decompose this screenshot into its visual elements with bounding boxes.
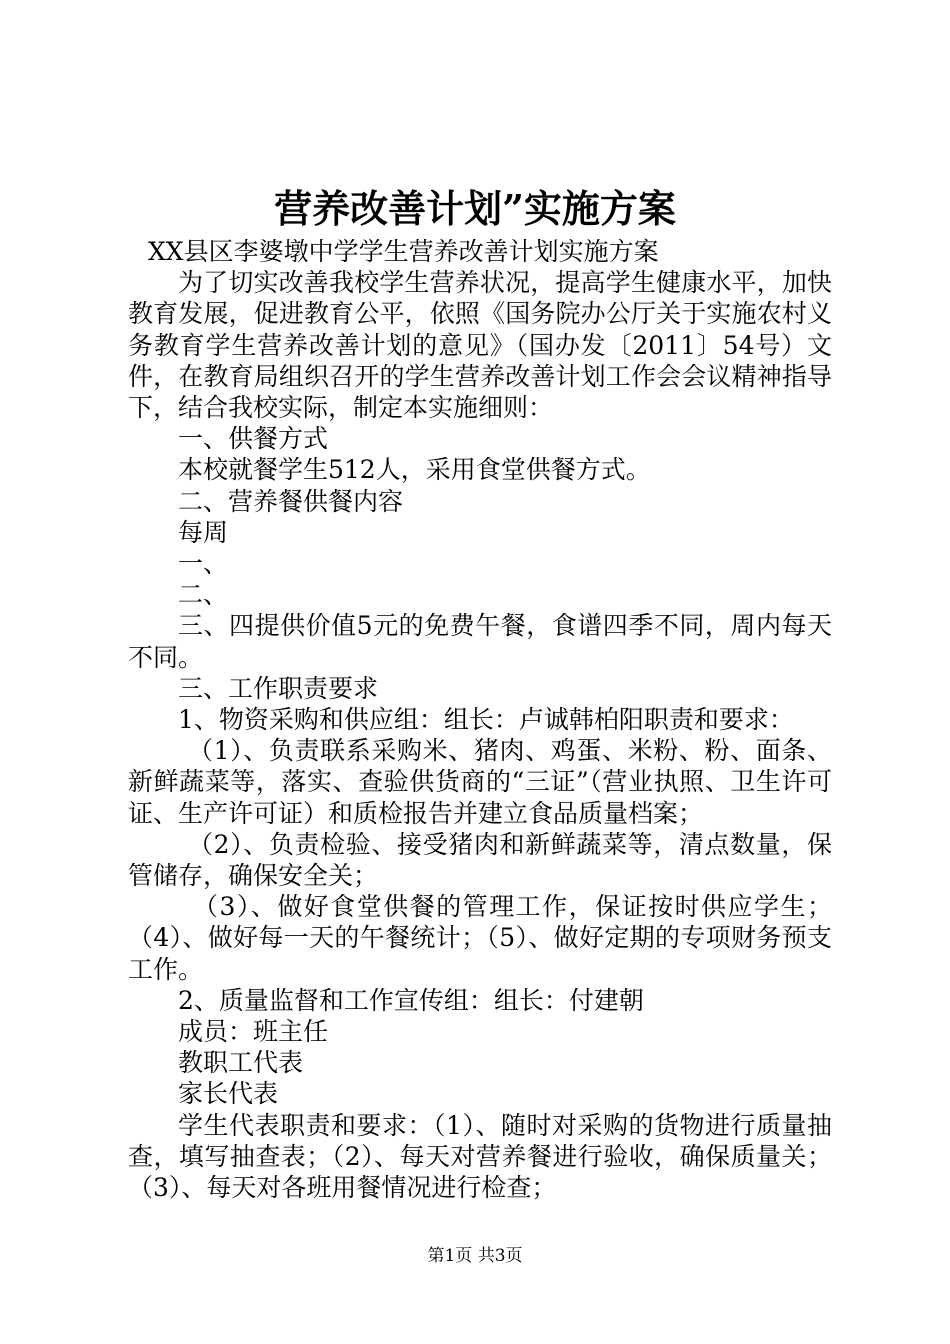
document-title: 营养改善计划”实施方案 [274, 186, 676, 231]
paragraph: 本校就餐学生512人，采用食堂供餐方式。 [178, 455, 651, 485]
paragraph: 一、 [178, 549, 229, 579]
paragraph: 1、物资采购和供应组：组长：卢诚韩柏阳职责和要求： [178, 705, 794, 735]
paragraph: 学生代表职责和要求：（1）、随时对采购的货物进行质量抽查，填写抽查表；（2）、每天对营养餐进行验收，确保质量关；（3）、每天对各班用餐情况进行检查； [128, 1110, 832, 1203]
paragraph: （2）、负责检验、接受猪肉和新鲜蔬菜等，清点数量，保管储存，确保安全关； [128, 829, 832, 891]
paragraph: （1）、负责联系采购米、猪肉、鸡蛋、米粉、粉、面条、新鲜蔬菜等，落实、查验供货商的“三证”（营业执照、卫生许可证、生产许可证）和质检报告并建立食品质量档案； [128, 736, 832, 828]
document-body [128, 236, 832, 1203]
paragraph: （3）、做好食堂供餐的管理工作，保证按时供应学生；（4）、做好每一天的午餐统计；（5）、做好定期的专项财务预支工作。 [128, 892, 832, 984]
paragraph-subtitle: XX县区李婆墩中学学生营养改善计划实施方案 [148, 237, 659, 266]
paragraph: 三、四提供价值5元的免费午餐，食谱四季不同，周内每天不同。 [128, 611, 832, 672]
page-indicator: 第1页 共3页 [427, 1246, 523, 1266]
paragraph: 家长代表 [178, 1079, 279, 1109]
section-heading-3: 三、工作职责要求 [178, 673, 379, 703]
paragraph: 每周 [178, 517, 229, 547]
section-heading-2: 二、营养餐供餐内容 [178, 486, 404, 516]
paragraph: 成员：班主任 [178, 1017, 329, 1047]
paragraph-intro: 为了切实改善我校学生营养状况，提高学生健康水平，加快教育发展，促进教育公平，依照《国务院办公厅关于实施农村义务教育学生营养改善计划的意见》（国办发〔2011〕54号）文件，在教育局组织召开的学生营养改善计划工作会会议精神指导下，结合我校实际，制定本实施细则： [128, 268, 832, 423]
paragraph: 2、质量监督和工作宣传组：组长：付建朝 [178, 985, 644, 1015]
paragraph: 教职工代表 [178, 1048, 304, 1078]
paragraph: 二、 [178, 580, 229, 610]
section-heading-1: 一、供餐方式 [178, 424, 329, 454]
